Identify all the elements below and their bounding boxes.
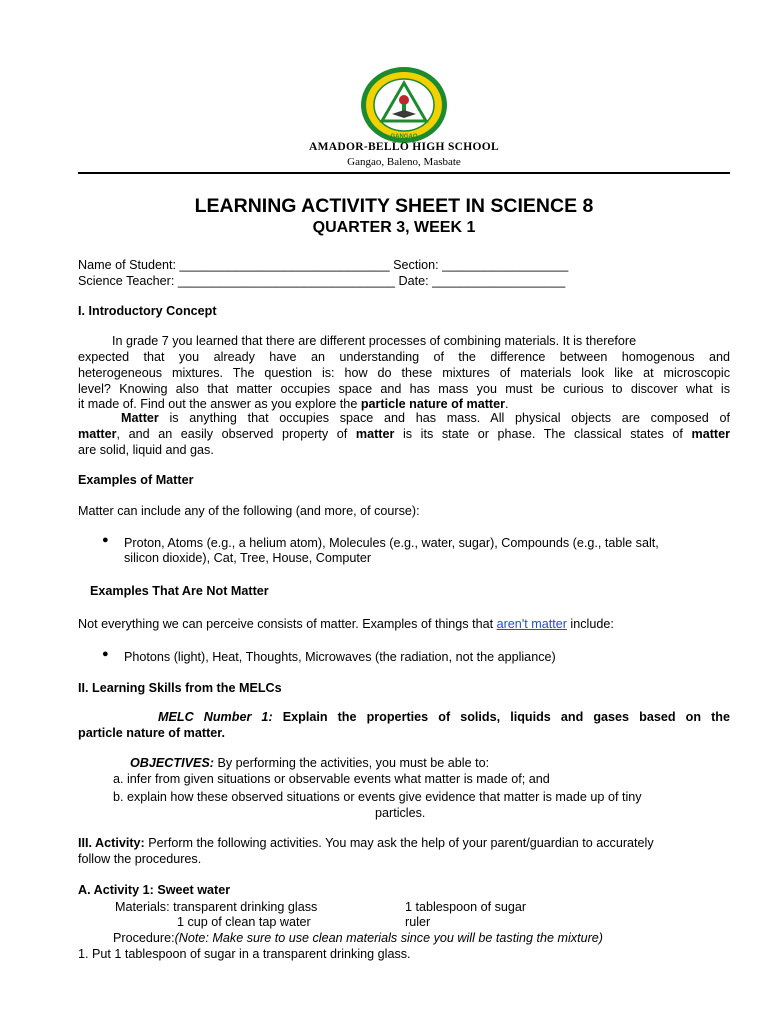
intro-paragraph-line3: heterogeneous mixtures. The question is: how do these mixtures of materials look like at microscopic [78, 366, 730, 380]
melc-line2: particle nature of matter. [78, 726, 225, 740]
objective-a: a. infer from given situations or observable events what matter is made of; and [113, 772, 550, 786]
header-divider [78, 172, 730, 174]
procedure-note: (Note: Make sure to use clean materials since you will be tasting the mixture) [174, 931, 603, 945]
intro-heading: I. Introductory Concept [78, 304, 217, 318]
examples-intro: Matter can include any of the following (and more, of course): [78, 504, 420, 518]
objectives-label: OBJECTIVES: [130, 756, 214, 770]
school-logo [360, 66, 448, 144]
student-name-field[interactable]: ______________________________ [179, 258, 390, 272]
teacher-label: Science Teacher: [78, 274, 178, 288]
date-label: Date: [395, 274, 433, 288]
school-address: Gangao, Baleno, Masbate [347, 156, 461, 168]
melc-text: Explain the properties of solids, liquids and gases based on the [272, 710, 730, 724]
procedure-row [113, 930, 603, 946]
matter-def-text: , and an easily observed property of [116, 427, 356, 441]
activity1-heading: A. Activity 1: Sweet water [78, 883, 231, 897]
matter-term: matter [355, 427, 395, 441]
section-label: Section: [389, 258, 443, 272]
activity-text: Perform the following activities. You may ask the help of your parent/guardian to accurately [144, 836, 654, 850]
procedure-label: Procedure: [113, 931, 175, 945]
not-matter-heading: Examples That Are Not Matter [90, 584, 269, 598]
not-matter-text-end: include: [566, 617, 614, 631]
matter-def-line1 [78, 410, 730, 426]
activity-heading: III. Activity: [78, 836, 145, 850]
intro-period: . [505, 397, 509, 411]
student-row [78, 257, 568, 273]
skills-heading: II. Learning Skills from the MELCs [78, 681, 282, 695]
section-field[interactable]: __________________ [442, 258, 569, 272]
logo-bottom-text: GANGAO [390, 134, 418, 140]
matter-def-line3: are solid, liquid and gas. [78, 443, 214, 457]
teacher-row [78, 273, 565, 289]
objectives-row [130, 755, 489, 771]
not-matter-bullet: Photons (light), Heat, Thoughts, Microwaves (the radiation, not the appliance) [124, 650, 556, 664]
matter-term: Matter [121, 411, 159, 425]
not-matter-intro [78, 616, 614, 632]
not-matter-text: Not everything we can perceive consists of matter. Examples of things that [78, 617, 497, 631]
matter-term: matter [78, 427, 117, 441]
activity-line2: follow the procedures. [78, 852, 202, 866]
intro-paragraph-line1: In grade 7 you learned that there are different processes of combining materials. It is therefore [112, 334, 637, 348]
particle-nature-emphasis: particle nature of matter [360, 397, 505, 411]
melc-label: MELC Number 1: [158, 710, 273, 724]
examples-bullet-line1: Proton, Atoms (e.g., a helium atom), Molecules (e.g., water, sugar), Compounds (e.g., table salt, [124, 536, 659, 550]
page-title: LEARNING ACTIVITY SHEET IN SCIENCE 8 [194, 195, 594, 217]
matter-def-text: is its state or phase. The classical states of [394, 427, 692, 441]
examples-bullet-line2: silicon dioxide), Cat, Tree, House, Computer [124, 551, 372, 565]
student-label: Name of Student: [78, 258, 180, 272]
materials-label: Materials: transparent drinking glass [115, 900, 318, 914]
school-name: AMADOR-BELLO HIGH SCHOOL [309, 141, 499, 153]
activity-line1 [78, 835, 654, 851]
material-sugar: 1 tablespoon of sugar [405, 900, 527, 914]
intro-paragraph-line2: expected that you already have an understanding of the difference between homogenous and [78, 350, 730, 364]
melc-line1 [78, 709, 730, 725]
date-field[interactable]: ___________________ [432, 274, 566, 288]
material-water: 1 cup of clean tap water [177, 915, 311, 929]
matter-def-line2 [78, 426, 730, 442]
page-subtitle: QUARTER 3, WEEK 1 [312, 219, 476, 236]
matter-term: matter [691, 427, 730, 441]
teacher-name-field[interactable]: _______________________________ [177, 274, 396, 288]
matter-def-text: is anything that occupies space and has mass. All physical objects are composed of [158, 411, 730, 425]
objectives-text: By performing the activities, you must be able to: [213, 756, 490, 770]
intro-paragraph-line4: level? Knowing also that matter occupies space and has mass you must be curious to discover what is [78, 382, 730, 396]
procedure-step-1: 1. Put 1 tablespoon of sugar in a transparent drinking glass. [78, 947, 411, 961]
material-ruler: ruler [405, 915, 431, 929]
objective-b-line2: particles. [375, 806, 426, 820]
objective-b-line1: b. explain how these observed situations or events give evidence that matter is made up of tiny [113, 790, 642, 804]
examples-heading: Examples of Matter [78, 473, 194, 487]
bullet-icon: ● [102, 648, 109, 660]
arent-matter-link[interactable]: aren't matter [496, 617, 567, 631]
bullet-icon: ● [102, 534, 109, 546]
intro-text: it made of. Find out the answer as you explore the [78, 397, 361, 411]
